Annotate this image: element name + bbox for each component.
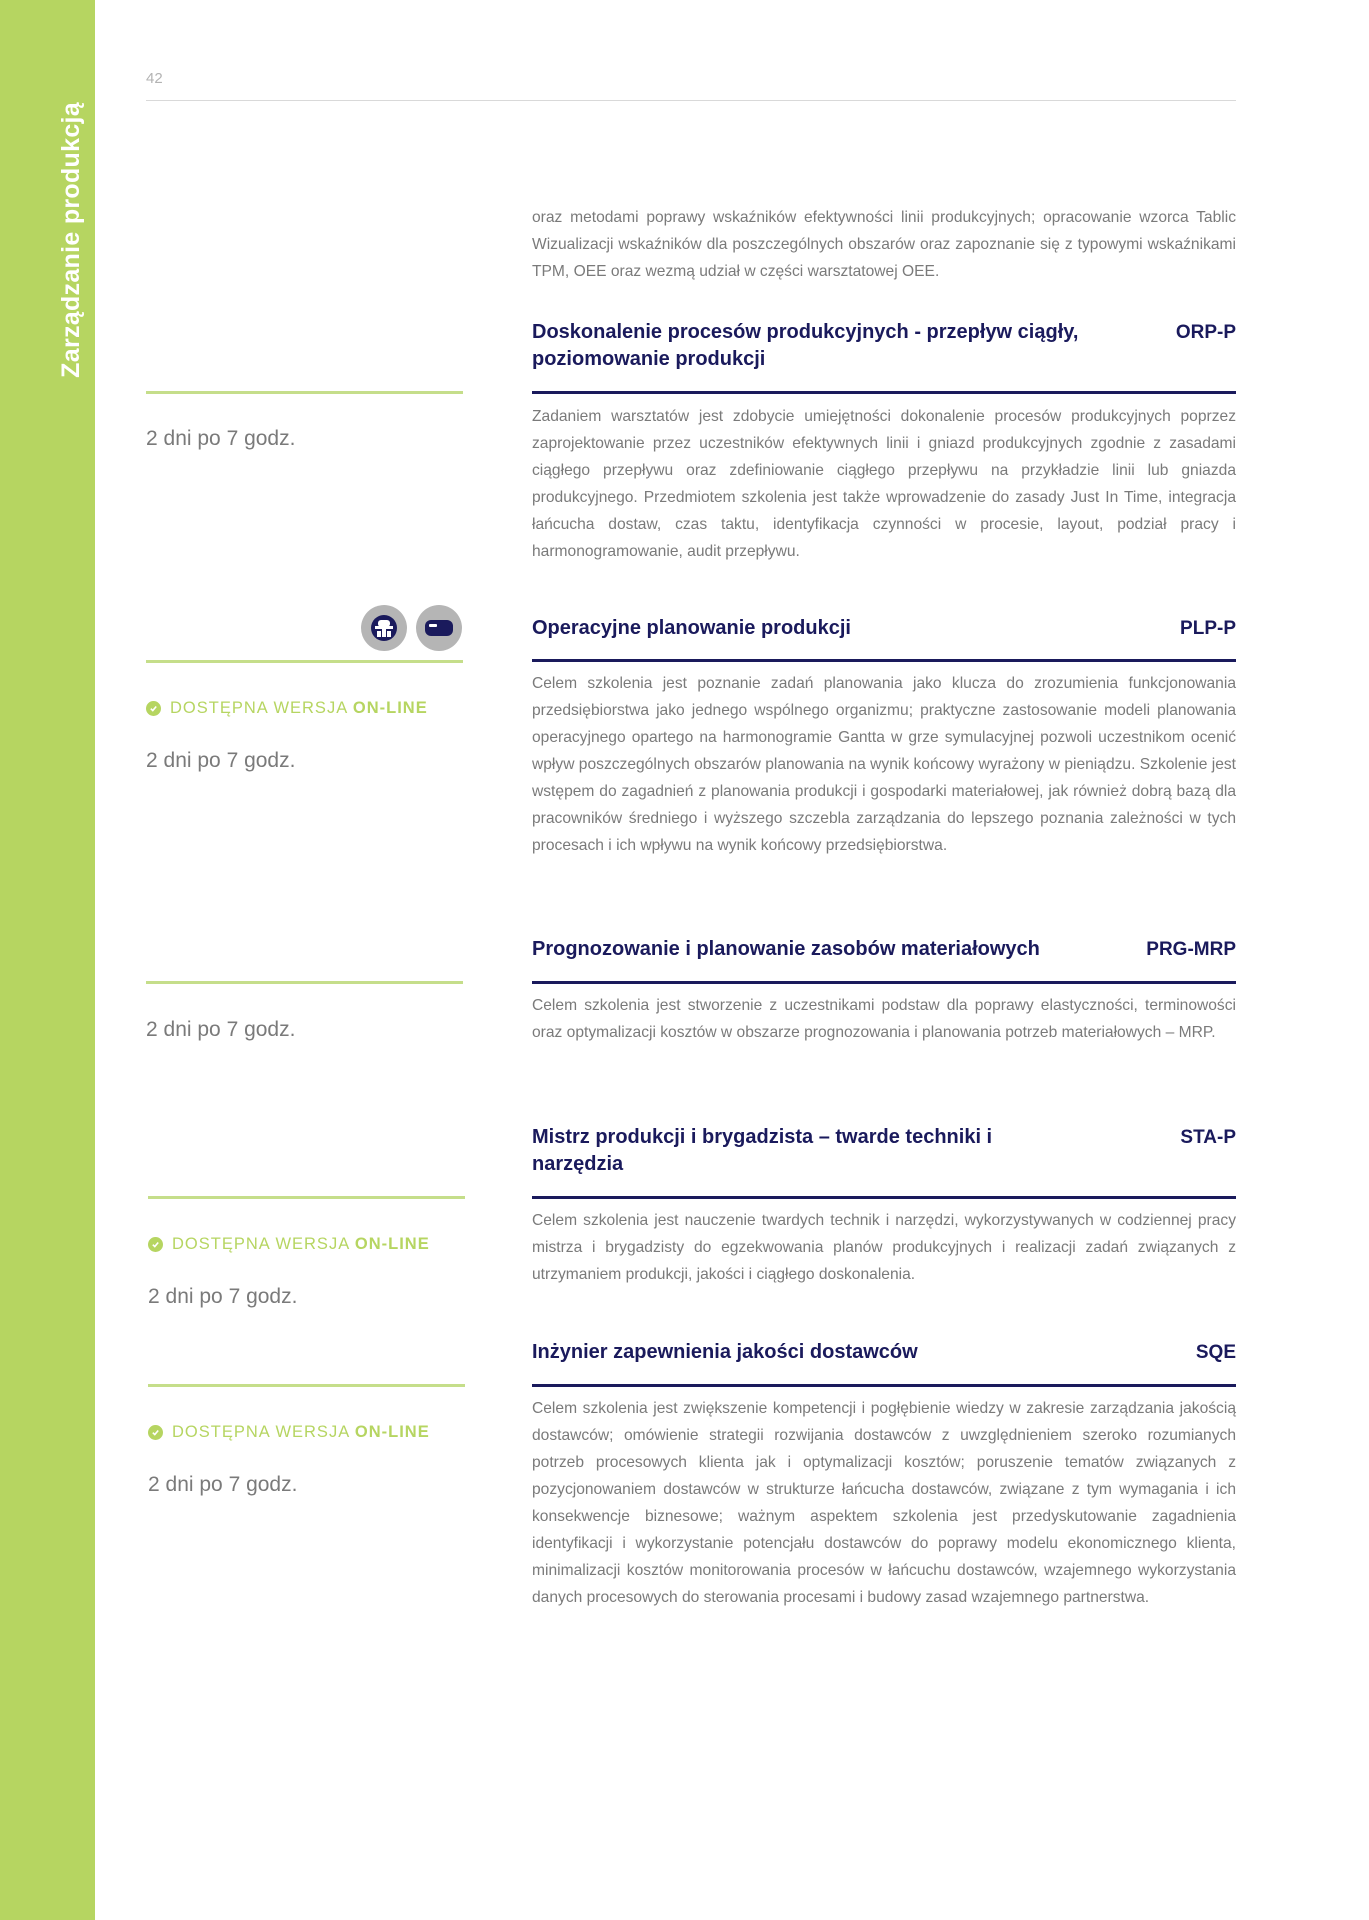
course-description: Celem szkolenia jest stworzenie z uczestnikami podstaw dla poprawy elastyczności, terminowości oraz optymalizacji kosztów w obszarze prognozowania i planowania potrzeb materiałowych – MRP. bbox=[532, 997, 1236, 1041]
section-title: Zarządzanie produkcją bbox=[57, 102, 85, 378]
course-code: SQE bbox=[1195, 1342, 1236, 1363]
course-title: Prognozowanie i planowanie zasobów materiałowych bbox=[532, 938, 1040, 960]
course-description: Celem szkolenia jest nauczenie twardych technik i narzędzi, wykorzystywanych w codziennej pracy mistrza i brygadzisty do egzekwowania planów produkcyjnych i realizacji zadań związanych z utrzymaniem produkcji, jakości i ciągłego doskonalenia. bbox=[532, 1212, 1236, 1283]
course-code: ORP-P bbox=[1175, 322, 1236, 343]
vr-goggles-icon bbox=[416, 605, 462, 651]
online-available-badge bbox=[148, 1235, 430, 1254]
course-code: PLP-P bbox=[1180, 618, 1236, 639]
course-title-underline bbox=[532, 391, 1236, 394]
online-label: DOSTĘPNA WERSJA bbox=[172, 1235, 350, 1253]
meta-divider bbox=[146, 660, 463, 663]
meta-divider bbox=[146, 981, 463, 984]
meta-divider bbox=[148, 1384, 465, 1387]
page-number: 42 bbox=[146, 70, 163, 87]
course-title: Mistrz produkcji i brygadzista – twarde techniki i narzędzia bbox=[532, 1126, 993, 1175]
online-available-badge bbox=[146, 699, 428, 718]
course-title: Doskonalenie procesów produkcyjnych - przepływ ciągły, poziomowanie produkcji bbox=[532, 321, 1079, 370]
check-icon bbox=[146, 701, 161, 716]
course-description: Celem szkolenia jest zwiększenie kompetencji i pogłębienie wiedzy w zakresie zarządzania jakością dostawców; omówienie strategii rozwijania dostawców z uwzględnieniem szeroko rozumianych potrzeb procesowych klienta jak i optymalizacji kosztów; poruszenie tematów związanych z pozycjonowaniem dostawców w strukturze łańcucha dostawców, związane z tym wymagania i ich konsekwencje biznesowe; ważnym aspektem szkolenia jest przedyskutowanie zagadnienia identyfikacji i wykorzystanie potencjału dostawców do poprawy modelu ekonomicznego klienta, minimalizacji kosztów monitorowania procesów w łańcuchu dostawców, wzajemnego wykorzystania danych procesowych do sterowania procesami i budowy zasad wzajemnego partnerstwa. bbox=[532, 1400, 1236, 1606]
sidebar bbox=[0, 0, 95, 1920]
course-duration: 2 dni po 7 godz. bbox=[148, 1285, 298, 1308]
course-duration: 2 dni po 7 godz. bbox=[146, 427, 296, 450]
course-duration: 2 dni po 7 godz. bbox=[146, 749, 296, 772]
course-title-underline bbox=[532, 981, 1236, 984]
course-code: PRG-MRP bbox=[1146, 939, 1236, 960]
online-label-strong: ON-LINE bbox=[354, 1235, 430, 1253]
meta-divider bbox=[148, 1196, 465, 1199]
intro-paragraph: oraz metodami poprawy wskaźników efektywności linii produkcyjnych; opracowanie wzorca Tablic Wizualizacji wskaźników dla poszczególnych obszarów oraz zapoznanie się z typowymi wskaźnikami TPM, OEE oraz wezmą udział w części warsztatowej OEE. bbox=[532, 209, 1236, 280]
online-available-badge bbox=[148, 1423, 430, 1442]
online-label-strong: ON-LINE bbox=[354, 1423, 430, 1441]
header-divider bbox=[146, 100, 1236, 101]
course-title-underline bbox=[532, 1196, 1236, 1199]
course-code: STA-P bbox=[1180, 1127, 1236, 1148]
course-description: Celem szkolenia jest poznanie zadań planowania jako klucza do zrozumienia funkcjonowania przedsiębiorstwa jako jednego wspólnego organizmu; praktyczne zastosowanie modeli planowania operacyjnego opartego na harmonogramie Gantta w grze symulacyjnej pozwoli uczestnikom ocenić wpływ poszczególnych obszarów planowania na wynik końcowy wyrażony w pieniądzu. Szkolenie jest wstępem do zagadnień z planowania produkcji i gospodarki materiałowej, jak również dobrą bazą dla pracowników średniego i wyższego szczebla zarządzania do lepszego poznania zależności w tych procesach i ich wpływu na wynik końcowy przedsiębiorstwa. bbox=[532, 675, 1236, 854]
course-duration: 2 dni po 7 godz. bbox=[146, 1018, 296, 1041]
online-label-strong: ON-LINE bbox=[352, 699, 428, 717]
online-label: DOSTĘPNA WERSJA bbox=[170, 699, 348, 717]
course-title-underline bbox=[532, 1384, 1236, 1387]
online-label: DOSTĘPNA WERSJA bbox=[172, 1423, 350, 1441]
course-title: Operacyjne planowanie produkcji bbox=[532, 617, 851, 639]
simulation-game-icon bbox=[361, 605, 407, 651]
check-icon bbox=[148, 1237, 163, 1252]
meta-divider bbox=[146, 391, 463, 394]
course-description: Zadaniem warsztatów jest zdobycie umiejętności dokonalenie procesów produkcyjnych poprzez zaprojektowanie przez uczestników efektywnych linii i gniazd produkcyjnych zgodnie z zasadami ciągłego przepływu oraz zdefiniowanie ciągłego przepływu na przykładzie linii lub gniazda produkcyjnego. Przedmiotem szkolenia jest także wprowadzenie do zasady Just In Time, integracja łańcucha dostaw, czas taktu, identyfikacja czynności w procesie, layout, podział pracy i harmonogramowanie, audit przepływu. bbox=[532, 408, 1236, 560]
course-title-underline bbox=[532, 659, 1236, 662]
check-icon bbox=[148, 1425, 163, 1440]
course-title: Inżynier zapewnienia jakości dostawców bbox=[532, 1341, 918, 1363]
course-duration: 2 dni po 7 godz. bbox=[148, 1473, 298, 1496]
